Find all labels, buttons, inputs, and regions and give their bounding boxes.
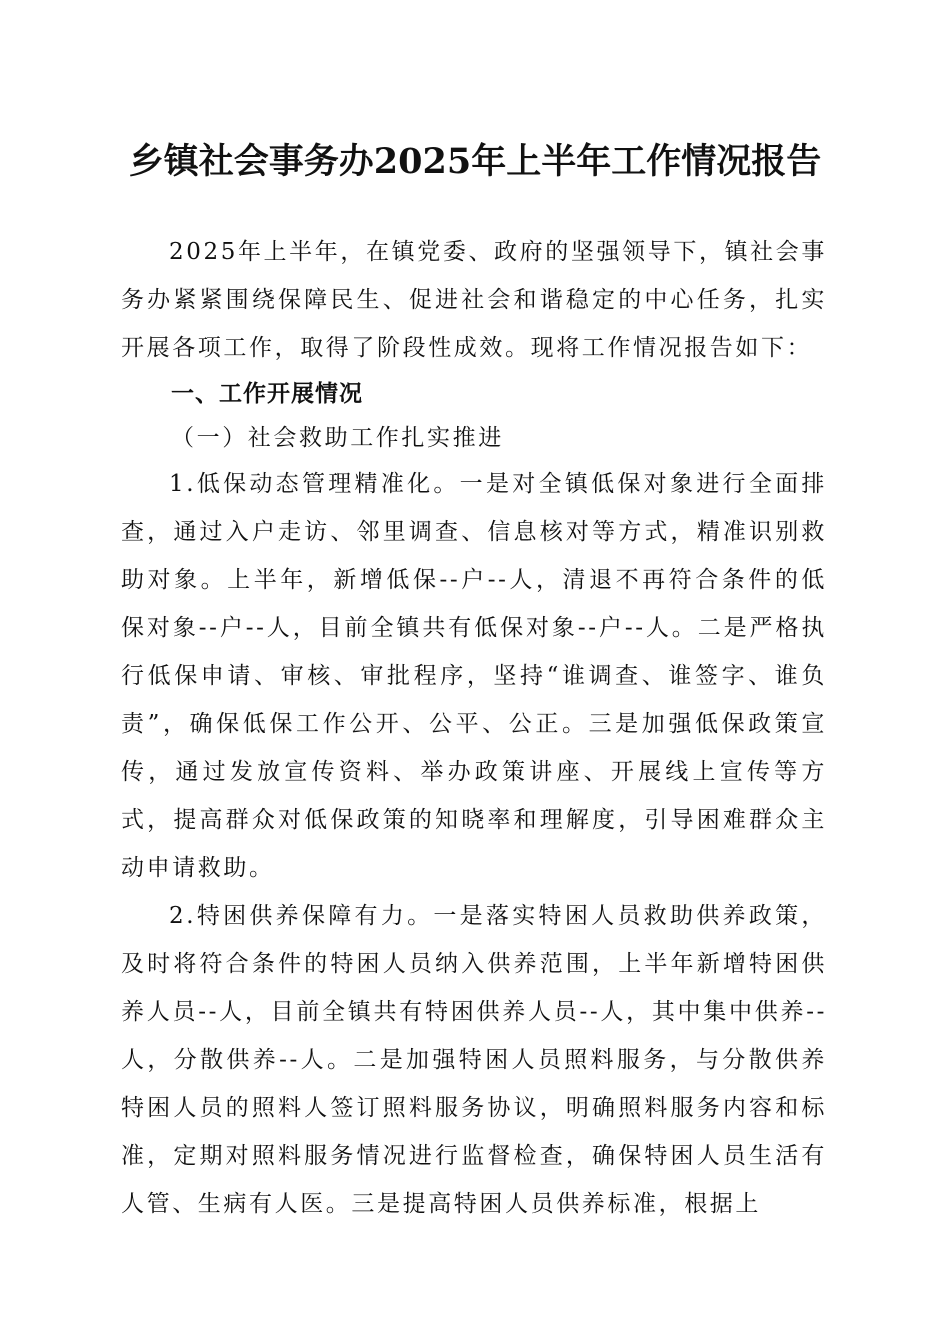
section-heading: 一、工作开展情况 <box>171 381 363 407</box>
paragraph-2: 2.特困供养保障有力。一是落实特困人员救助供养政策，及时将符合条件的特困人员纳入供养范围，上半年新增特困供养人员--人，目前全镇共有特困供养人员--人，其中集中供养--人，分散供养--人。二是加强特困人员照料服务，与分散供养特困人员的照料人签订照料服务协议，明确照料服务内容和标准，定期对照料服务情况进行监督检查，确保特困人员生活有人管、生病有人医。三是提高特困人员供养标准，根据上 <box>121 903 827 1217</box>
document-body <box>121 228 827 1228</box>
document-title: 乡镇社会事务办2025年上半年工作情况报告 <box>128 141 822 182</box>
intro-paragraph: 2025年上半年，在镇党委、政府的坚强领导下，镇社会事务办紧紧围绕保障民生、促进社会和谐稳定的中心任务，扎实开展各项工作，取得了阶段性成效。现将工作情况报告如下： <box>121 239 827 361</box>
paragraph-1: 1.低保动态管理精准化。一是对全镇低保对象进行全面排查，通过入户走访、邻里调查、信息核对等方式，精准识别救助对象。上半年，新增低保--户--人，清退不再符合条件的低保对象--户--人，目前全镇共有低保对象--户--人。二是严格执行低保申请、审核、审批程序，坚持“谁调查、谁签字、谁负责”，确保低保工作公开、公平、公正。三是加强低保政策宣传，通过发放宣传资料、举办政策讲座、开展线上宣传等方式，提高群众对低保政策的知晓率和理解度，引导困难群众主动申请救助。 <box>121 471 827 881</box>
subsection-heading: （一）社会救助工作扎实推进 <box>171 425 504 451</box>
